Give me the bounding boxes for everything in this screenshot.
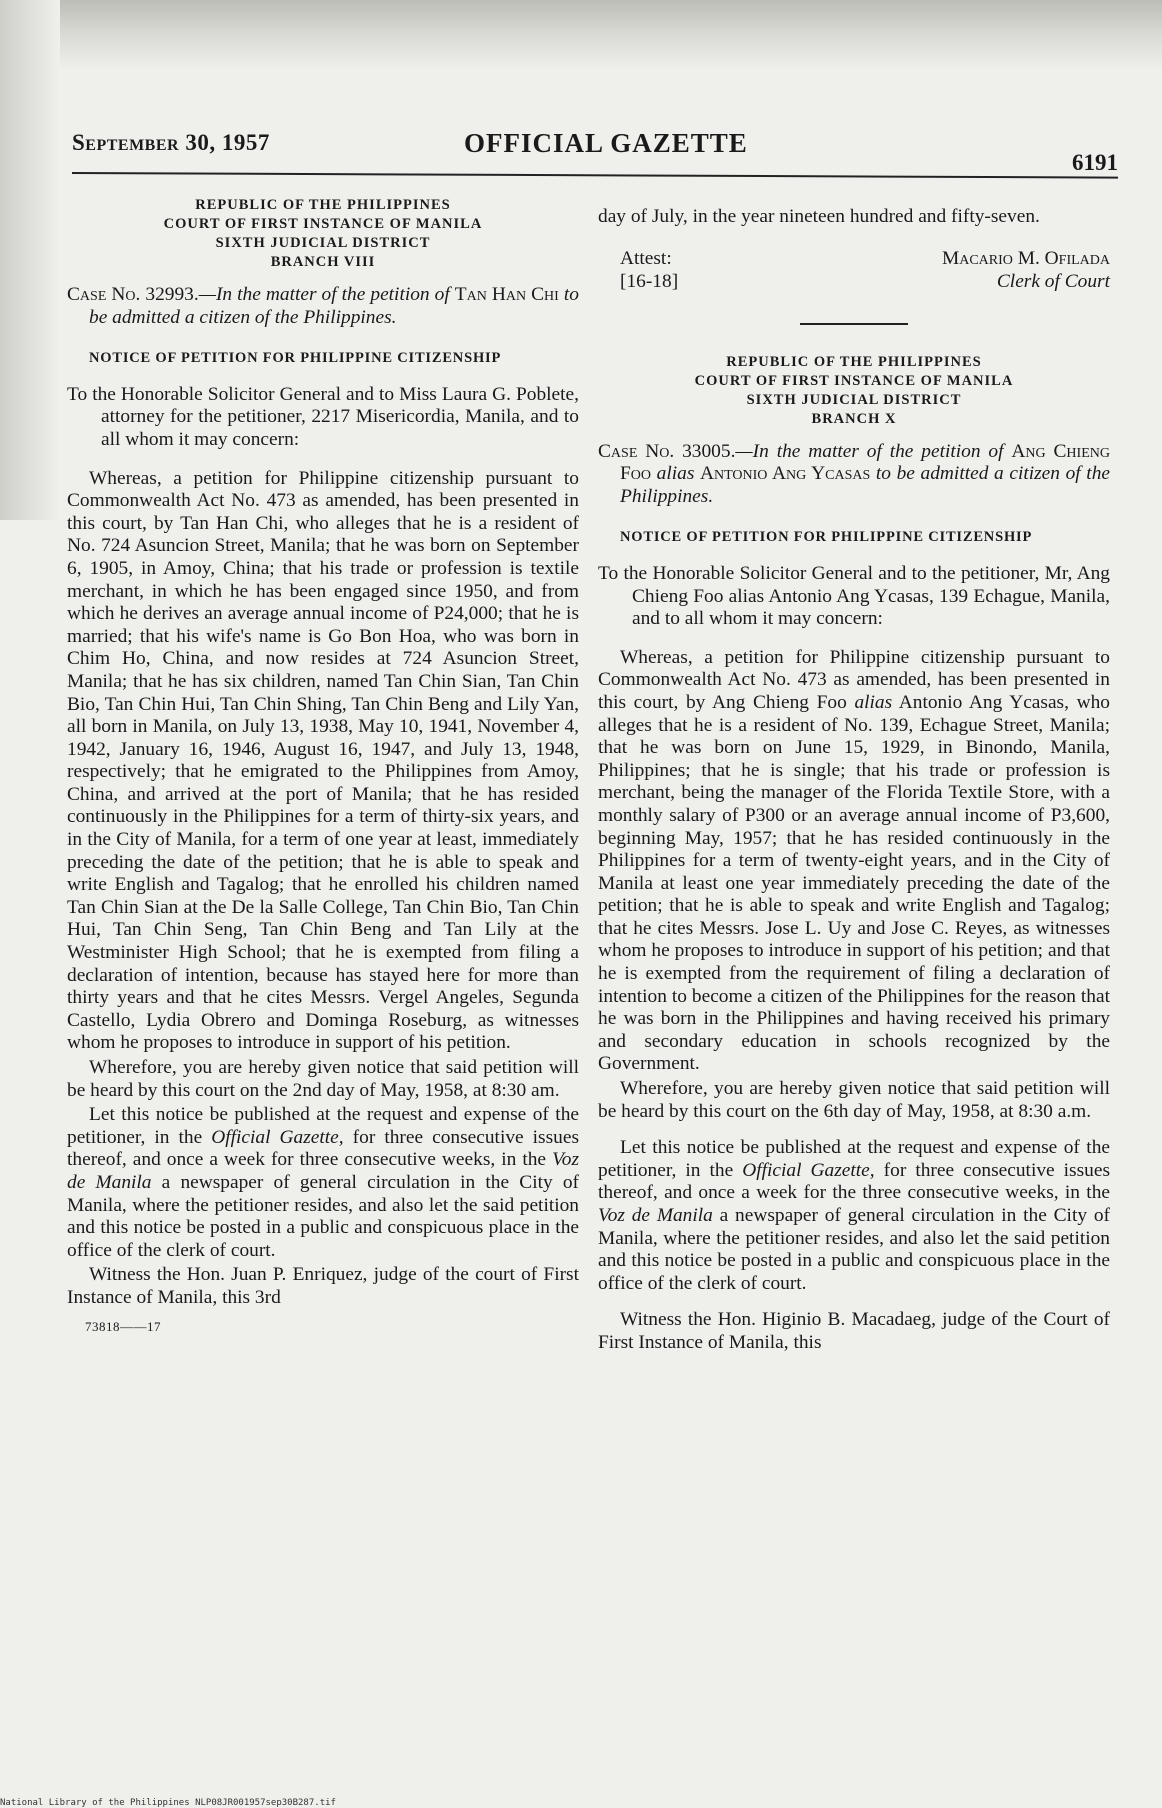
attest-block: [620, 247, 678, 293]
newspaper-name: Voz de Manila: [67, 1149, 579, 1193]
case-matter: —In the matter of the petition of: [735, 440, 1004, 462]
left-column: [67, 196, 579, 1338]
print-code: 73818——17: [85, 1318, 161, 1334]
case-heading: [67, 284, 579, 329]
alias-label: alias: [854, 691, 893, 713]
scan-source-stamp: National Library of the Philippines NLP08JR001957sep30B287.tif: [0, 1798, 336, 1808]
petitioner-name: Ang Chieng Foo: [620, 440, 1110, 485]
case-number: Case No. 33005.: [598, 440, 736, 462]
publish-text: a newspaper of general circulation in the City of Manila, where the petitioner resides, and also let the said petition and this notice be posted in a public and conspicuous place in the office of the clerk of court.: [67, 1171, 579, 1261]
clerk-signature: [942, 247, 1110, 293]
court-line: COURT OF FIRST INSTANCE OF MANILA: [163, 216, 483, 232]
wherefore-paragraph: Wherefore, you are hereby given notice that said petition will be heard by this court on the 6th day of May, 1958, at 8:30 a.m.: [598, 1078, 1110, 1122]
page-header: [72, 128, 1118, 178]
attestation: [620, 247, 1110, 297]
issue-reference: [16-18]: [620, 270, 679, 292]
clerk-name: Macario M. Ofilada: [941, 247, 1110, 269]
publish-text: Let this notice be published at the request and expense of the petitioner, in the: [598, 1137, 1110, 1181]
whereas-text: Antonio Ang Ycasas, who alleges that he is a resident of No. 139, Echague Street, Manila; that he was born on June 15, 1929, in Binondo, Manila, Philippines; that he is single; that his trade or profession is merchant, being the manager of the Florida Textile Store, with a monthly salary of P300 or an average annual income of P3,600, beginning May, 1957; that he has resided continuously in the Philippines for a term of twenty-eight years, and in the City of Manila at least one year immediately preceding the date of the petition; that he is able to speak and write English and Tagalog; that he cites Messrs. Jose L. Uy and Jose C. Reyes, as witnesses whom he proposes to introduce in support of his petition; and that he is exempted from the requirement of filing a declaration of intention to become a citizen of the Philippines for the reason that he was born in the Philippines and having received his primary and secondary education in schools recognized by the Government.: [598, 691, 1110, 1075]
whereas-paragraph: Whereas, a petition for Philippine citizenship pursuant to Commonwealth Act No. 473 as amended, has been presented in this court, by Tan Han Chi, who alleges that he is a resident of No. 724 Asuncion Street, Manila; that he was born on September 6, 1905, in Amoy, China; that his trade or profession is textile merchant, in which he has been engaged since 1950, and from which he derives an average annual income of P24,000; that he is married; that his wife's name is Go Bon Hoa, who was born in Chim Ho, China, and now resides at 724 Asuncion Street, Manila; that he has six children, named Tan Chin Sian, Tan Chin Bio, Tan Chin Hui, Tan Chin Shing, Tan Chin Beng and Lily Yan, all born in Manila, on July 13, 1938, May 10, 1941, November 4, 1942, January 16, 1946, August 16, 1947, and July 13, 1948, respectively; that he emigrated to the Philippines from Amoy, China, and arrived at the port of Manila; that he has resided continuously in the Philippines for a term of thirty-six years, and in the City of Manila, for a term of one year at least, immediately preceding the date of the petition; that he is able to speak and write English and Tagalog; that he enrolled his children named Tan Chin Sian at the De la Salle College, Tan Chin Bio, Tan Chin Hui, Tan Chin Seng, Tan Chin Beng and Tan Lily at the Westminister High School; that he is exempted from filing a declaration of intention, because has stayed here for more than thirty years and that he cites Messrs. Vergel Angeles, Segunda Castello, Lydia Obrero and Dominga Roseburg, as witnesses whom he proposes to introduce in support of his petition.: [67, 467, 579, 1054]
court-line: COURT OF FIRST INSTANCE OF MANILA: [694, 372, 1014, 389]
court-line: BRANCH X: [811, 410, 897, 427]
wherefore-paragraph: Wherefore, you are hereby given notice that said petition will be heard by this court on the 2nd day of May, 1958, at 8:30 am.: [67, 1057, 579, 1101]
publish-text: Let this notice be published at the request and expense of the petitioner, in the: [67, 1104, 579, 1148]
clerk-title: Clerk of Court: [996, 270, 1110, 292]
publication-paragraph: [67, 1104, 579, 1262]
publish-text: a newspaper of general circulation in the City of Manila, where the petitioner resides, and also let the said petition and this notice be posted in a public and conspicuous place in the office of the clerk of court.: [598, 1205, 1110, 1294]
publication-paragraph: [598, 1137, 1110, 1295]
case-matter: —In the matter of the petition of: [198, 284, 450, 305]
witness-paragraph: Witness the Hon. Juan P. Enriquez, judge of the court of First Instance of Manila, this 3rd: [67, 1264, 579, 1308]
notice-heading: NOTICE OF PETITION FOR PHILIPPINE CITIZENSHIP: [620, 529, 1033, 546]
scan-noise-top: [0, 0, 1162, 70]
gazette-name: Official Gazette,: [742, 1159, 875, 1181]
witness-paragraph: Witness the Hon. Higinio B. Macadaeg, judge of the Court of First Instance of Manila, this: [598, 1309, 1110, 1353]
alias-label: alias: [656, 463, 695, 485]
right-column: [598, 206, 1110, 1357]
attest-label: Attest:: [620, 247, 672, 269]
court-line: REPUBLIC OF THE PHILIPPINES: [195, 197, 451, 213]
petitioner-name: Tan Han Chi: [454, 284, 559, 305]
notice-heading: NOTICE OF PETITION FOR PHILIPPINE CITIZENSHIP: [89, 350, 502, 367]
case-admitted: to be admitted a citizen of the Philippines.: [89, 284, 579, 328]
publish-text: for three consecutive issues thereof, and once a week for the three consecutive weeks, in the: [598, 1159, 1110, 1204]
court-line: SIXTH JUDICIAL DISTRICT: [215, 235, 431, 251]
newspaper-name: Voz de Manila: [598, 1205, 713, 1226]
issue-date: September 30, 1957: [72, 130, 270, 155]
court-line: BRANCH VIII: [270, 254, 376, 270]
section-divider: [800, 323, 908, 325]
publish-text: for three consecutive issues thereof, and once a week for three consecutive weeks, in the: [67, 1126, 579, 1171]
case-heading: [598, 441, 1110, 509]
address-paragraph: To the Honorable Solicitor General and to Miss Laura G. Poblete, attorney for the petitioner, 2217 Misericordia, Manila, and to all whom it may concern:: [67, 383, 579, 450]
scan-noise-left: [0, 0, 60, 520]
case-admitted: to be admitted a citizen of the Philippines.: [620, 463, 1110, 507]
whereas-paragraph: [598, 647, 1110, 1076]
gazette-name: Official Gazette,: [211, 1126, 344, 1148]
publication-title: OFFICIAL GAZETTE: [464, 128, 748, 158]
court-heading: [67, 196, 579, 272]
continuation-paragraph: day of July, in the year nineteen hundred and fifty-seven.: [598, 206, 1040, 227]
court-line: REPUBLIC OF THE PHILIPPINES: [726, 353, 982, 370]
alias-name: Antonio Ang Ycasas: [700, 463, 871, 485]
court-heading: [598, 353, 1110, 429]
whereas-text: Whereas, a petition for Philippine citizenship pursuant to Commonwealth Act No. 473 as amended, has been presented in this court, by Ang Chieng Foo: [598, 646, 1110, 713]
case-number: Case No. 32993.: [67, 284, 199, 305]
page-number: 6191: [1072, 150, 1118, 175]
court-line: SIXTH JUDICIAL DISTRICT: [746, 391, 962, 408]
address-paragraph: To the Honorable Solicitor General and to the petitioner, Mr, Ang Chieng Foo alias Antonio Ang Ycasas, 139 Echague, Manila, and to all whom it may concern:: [598, 562, 1110, 630]
